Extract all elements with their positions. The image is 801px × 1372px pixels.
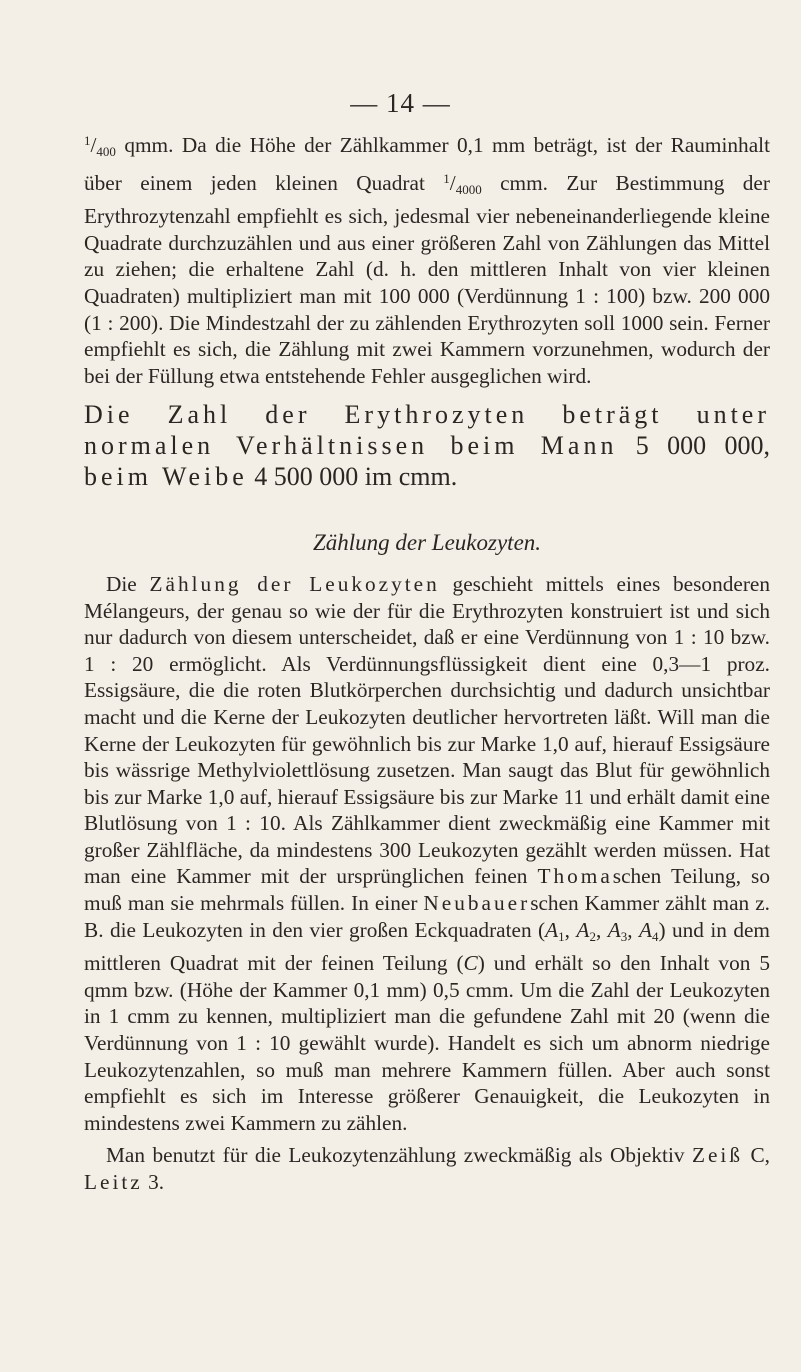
section-heading: Zählung der Leukozyten. [312, 530, 542, 556]
paragraph-erythrocyte-counting: $^1/_{400}$ qmm. Da die Höhe der Zählkammer 0,1 mm beträgt, ist der Rauminhalt über einem jeden kleinen Quadrat $^1/_{4000}$ cmm. Zur Bestimmung der Erythrozytenzahl empfiehlt es sich, jedesmal vier nebeneinanderliegende kleine Quadrate durchzuzählen und aus einer größeren Zahl von Zählungen das Mittel zu ziehen; die erhaltene Zahl (d. h. den mittleren Inhalt von vier kleinen Quadraten) multipliziert man mit 100 000 (Verdünnung 1 : 100) bzw. 200 000 (1 : 200). Die Mindestzahl der zu zählenden Erythrozyten soll 1000 sein. Ferner empfiehlt es sich, die Zählung mit zwei Kammern vorzunehmen, wodurch der bei der Füllung etwa entstehende Fehler ausgeglichen wird. [84, 133, 770, 388]
paragraph-objective: Man benutzt für die Leukozytenzählung zweckmäßig als Objektiv Zeiß C, Leitz 3. [84, 1143, 770, 1194]
fraction-qmm: $^1/_{400}$ [84, 133, 116, 159]
fraction-cmm: $^1/_{4000}$ [443, 170, 482, 197]
paragraph-normal-values: Die Zahl der Erythrozyten beträgt unter normalen Verhältnissen beim Mann 5 000 000, beim Weibe 4 500 000 im cmm. [84, 400, 770, 492]
body-text [84, 128, 770, 1196]
page-number: — 14 — [350, 88, 451, 118]
paragraph-leukocyte-counting: Die Zählung der Leukozyten geschieht mittels eines besonderen Mélangeurs, der genau so wie der für die Erythrozyten konstruiert ist und sich nur dadurch von diesem unterscheidet, daß er eine Verdünnung von 1 : 10 bzw. 1 : 20 ermöglicht. Als Verdünnungsflüssigkeit dient eine 0,3—1 proz. Essigsäure, die die roten Blutkörperchen durchsichtig und dadurch unsichtbar macht und die Kerne der Leukozyten deutlicher hervortreten läßt. Will man die Kerne der Leukozyten für gewöhnlich bis zur Marke 1,0 auf, hierauf Essigsäure bis wässrige Methylviolettlösung zusetzen. Man saugt das Blut für gewöhnlich bis zur Marke 1,0 auf, hierauf Essigsäure bis zur Marke 11 und erhält damit eine Blutlösung von 1 : 10. Als Zählkammer dient zweckmäßig eine Kammer mit großer Zählfläche, da mindestens 300 Leukozyten gezählt werden müssen. Hat man eine Kammer mit der ursprünglichen feinen Thomaschen Teilung, so muß man sie mehrmals füllen. In einer Neubauerschen Kammer zählt man z. B. die Leukozyten in den vier großen Eckquadraten ($A_1$, $A_2$, $A_3$, $A_4$) und in dem mittleren Quadrat mit der feinen Teilung (C) und erhält so den Inhalt von 5 qmm bzw. (Höhe der Kammer 0,1 mm) 0,5 cmm. Um die Zahl der Leukozyten in 1 cmm zu kennen, multipliziert man die gefundene Zahl mit 20 (wenn die Verdünnung von 1 : 10 gewählt wurde). Handelt es sich um abnorm niedrige Leukozytenzahlen, so muß man mehrere Kammern füllen. Aber auch sonst empfiehlt es sich im Interesse größerer Genauigkeit, die Leukozyten in mindestens zwei Kammern zu zählen. [84, 571, 771, 1135]
